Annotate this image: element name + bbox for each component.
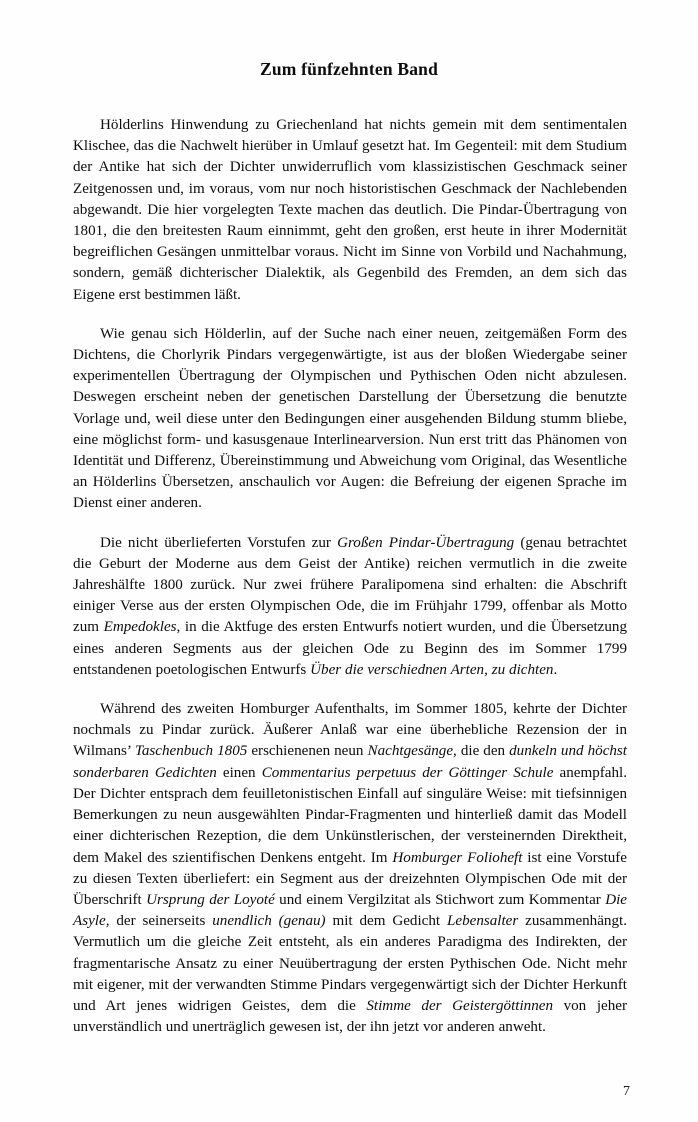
- italic-title: Commentarius perpetuus der Göttinger Schule: [261, 764, 554, 781]
- italic-title: Großen Pindar-Übertragung: [337, 534, 515, 551]
- italic-title: Empedokles: [103, 619, 177, 636]
- paragraph-3: Die nicht überlieferten Vorstufen zur Großen Pindar-Übertragung (genau betrachtet die Geburt der Moderne aus dem Geist der Antike) reichen vermutlich in die zweite Jahreshälfte 1800 zurück. Nur zwei frühere Paralipomena sind erhalten: die Abschrift einiger Verse aus der ersten Olympischen Ode, die im Frühjahr 1799, offenbar als Motto zum Empedokles, in die Aktfuge des ersten Entwurfs notiert wurden, und die Übersetzung eines anderen Segments aus der gleichen Ode zu Beginn des im Sommer 1799 entstandenen poetologischen Entwurfs Über die verschiednen Arten, zu dichten.: [73, 534, 628, 678]
- italic-title: Taschenbuch 1805: [134, 743, 248, 760]
- italic-title: Homburger Folioheft: [392, 849, 523, 866]
- italic-title: Lebensalter: [446, 913, 519, 930]
- italic-title: unendlich (genau): [212, 913, 326, 930]
- paragraph-1: Hölderlins Hinwendung zu Griechenland hat nichts gemein mit dem sentimentalen Klischee, das die Nachwelt hierüber in Umlauf gesetzt hat. Im Gegenteil: mit dem Studium der Antike hat sich der Dichter unwiderruflich vom klassizistischen Geschmack seiner Zeitgenossen und, im voraus, vom nur noch historistischen Geschmack der Nachlebenden abgewandt. Die hier vorgelegten Texte machen das deutlich. Die Pindar-Übertragung von 1801, die den breitesten Raum einnimmt, geht den großen, erst heute in ihrer Modernität begreiflichen Gesängen unmittelbar voraus. Nicht im Sinne von Vorbild und Nachahmung, sondern, gemäß dichterischer Dialektik, als Gegenbild des Fremden, an dem sich das Eigene erst bestimmen läßt.: [73, 117, 627, 303]
- italic-title: Stimme der Geistergöttinnen: [366, 997, 553, 1014]
- paragraph-4: Während des zweiten Homburger Aufenthalts, im Sommer 1805, kehrte der Dichter nochmals zu Pindar zurück. Äußerer Anlaß war eine überhebliche Rezension der in Wilmans’ Taschenbuch 1805 erschienenen neun Nachtgesänge, die den dunkeln und höchst sonderbaren Gedichten einen Commentarius perpetuus der Göttinger Schule anempfahl. Der Dichter entsprach dem feuilletonistischen Einfall auf singuläre Weise: mit tiefsinnigen Bemerkungen zu neun ausgewählten Pindar-Fragmenten und hinterließ damit das Modell einer dichterischen Rezeption, die dem Unkünstlerischen, der versteinernden Direktheit, dem Makel des szientifischen Denkens entgeht. Im Homburger Folioheft ist eine Vorstufe zu diesen Texten überliefert: ein Segment aus der dreizehnten Olympischen Ode mit der Überschrift Ursprung der Loyoté und einem Vergilzitat als Stichwort zum Kommentar Die Asyle, der seinerseits unendlich (genau) mit dem Gedicht Lebensalter zusammenhängt. Vermutlich um die gleiche Zeit entsteht, als ein anderes Paradigma des Indirekten, der fragmentarische Ansatz zu einer Neuübertragung der ersten Pythischen Ode. Nicht mehr mit eigener, mit der verwandten Stimme Pindars vergegenwärtigt sich der Dichter Herkunft und Art jenes widrigen Geistes, dem die Stimme der Geistergöttinnen von jeher unverständlich und unerträglich gewesen ist, der ihn jetzt vor anderen anweht.: [73, 701, 628, 1036]
- paragraph-2: Wie genau sich Hölderlin, auf der Suche nach einer neuen, zeitgemäßen Form des Dichtens, die Chorlyrik Pindars vergegenwärtigte, ist aus der bloßen Wiedergabe seiner experimentellen Übertragung der Olympischen und Pythischen Oden nicht abzulesen. Deswegen erscheint neben der genetischen Darstellung der Übersetzung die benutzte Vorlage und, weil diese unter den Bedingungen einer ausgehenden Bildung stumm bliebe, eine möglichst form- und kasusgenaue Interlinearversion. Nun erst tritt das Phänomen von Identität und Differenz, Übereinstimmung und Abweichung vom Original, das Wesentliche an Hölderlins Übersetzen, anschaulich vor Augen: die Befreiung der eigenen Sprache im Dienst einer anderen.: [73, 325, 627, 512]
- italic-title: Die Asyle: [73, 891, 627, 930]
- italic-title: Nachtgesänge: [367, 743, 454, 760]
- body-text-column: [73, 115, 627, 1038]
- italic-title: Über die verschiednen Arten, zu dichten: [310, 661, 554, 678]
- page-title: Zum fünfzehnten Band: [259, 58, 439, 79]
- italic-title: dunkeln und höchst sonderbaren Gedichten: [73, 743, 628, 781]
- page-number: 7: [623, 1084, 630, 1099]
- italic-title: Ursprung der Loyoté: [146, 891, 275, 908]
